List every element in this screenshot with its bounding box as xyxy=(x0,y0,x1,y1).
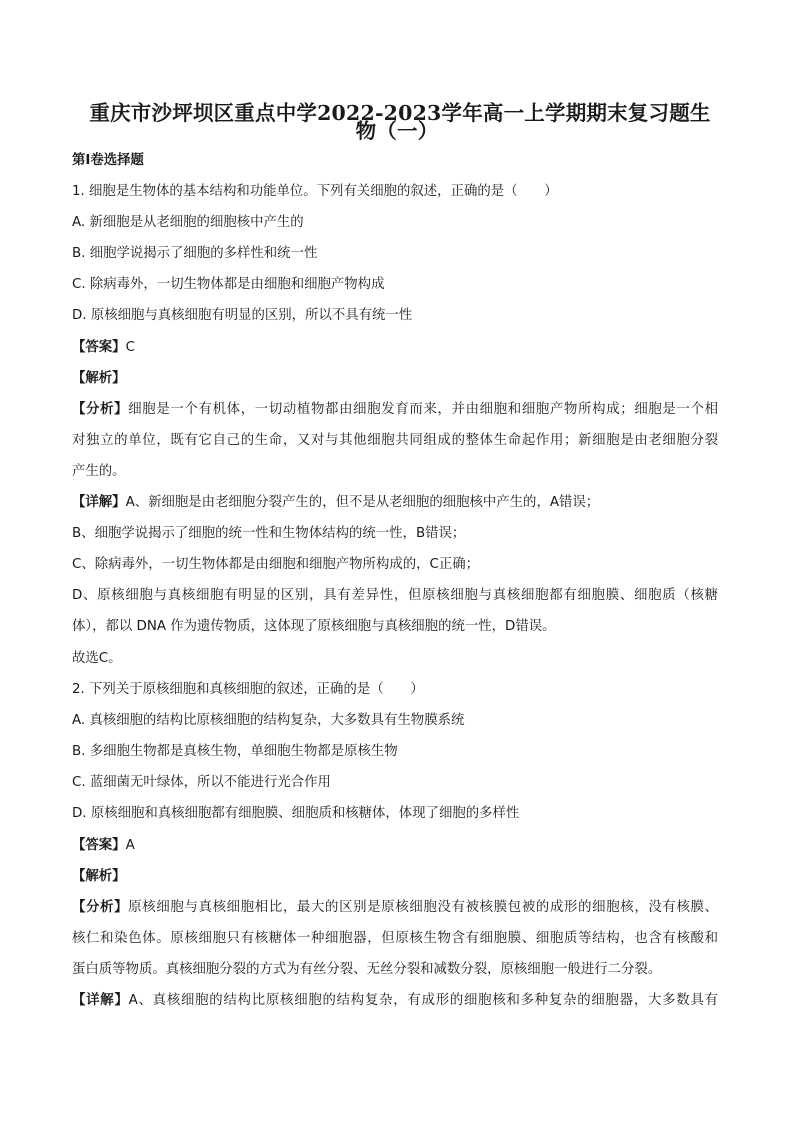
q2-option-c: C. 蓝细菌无叶绿体，所以不能进行光合作用 xyxy=(72,775,331,790)
q1-option-b: B. 细胞学说揭示了细胞的多样性和统一性 xyxy=(72,246,318,261)
answer-tag: 【答案】 xyxy=(72,838,126,853)
q1-xiangjie-b: B、细胞学说揭示了细胞的统一性和生物体结构的统一性，B错误； xyxy=(72,526,466,541)
q2-analysis-label: 【解析】 xyxy=(72,869,126,884)
q2-xiangjie-a xyxy=(72,992,718,1010)
xiangjie-tag: 【详解】 xyxy=(72,993,129,1008)
section-heading: 第Ⅰ卷选择题 xyxy=(72,153,144,168)
q1-option-a: A. 新细胞是从老细胞的细胞核中产生的 xyxy=(72,215,304,230)
q2-xiangjie-a-text: A、真核细胞的结构比原核细胞的结构复杂，有成形的细胞核和多种复杂的细胞器，大多数具有 xyxy=(128,993,718,1008)
q1-xiangjie-c: C、除病毒外，一切生物体都是由细胞和细胞产物所构成的，C正确； xyxy=(72,557,480,572)
q1-xiangjie-a-text: A、新细胞是由老细胞分裂产生的，但不是从老细胞的细胞核中产生的，A错误； xyxy=(125,495,600,510)
q2-fenxi-text-1: 原核细胞与真核细胞相比，最大的区别是原核细胞没有被核膜包被的成形的细胞核，没有核膜、 xyxy=(128,900,718,915)
xiangjie-tag: 【详解】 xyxy=(72,495,126,510)
answer-tag: 【答案】 xyxy=(72,340,126,355)
q1-stem: 1. 细胞是生物体的基本结构和功能单位。下列有关细胞的叙述，正确的是（ ） xyxy=(72,184,558,199)
q1-option-c: C. 除病毒外，一切生物体都是由细胞和细胞产物构成 xyxy=(72,277,385,292)
q2-answer-value: A xyxy=(125,838,135,853)
q2-fenxi-line-1 xyxy=(72,899,718,917)
q2-option-b: B. 多细胞生物都是真核生物，单细胞生物都是原核生物 xyxy=(72,744,398,759)
q1-analysis-label: 【解析】 xyxy=(72,371,126,386)
q1-fenxi-line-1 xyxy=(72,401,718,419)
q1-option-d: D. 原核细胞与真核细胞有明显的区别，所以不具有统一性 xyxy=(72,308,413,323)
document-title-line-1: 重庆市沙坪坝区重点中学2022-2023学年高一上学期期末复习题生 xyxy=(89,101,711,125)
q2-option-d: D. 原核细胞和真核细胞都有细胞膜、细胞质和核糖体，体现了细胞的多样性 xyxy=(72,806,520,821)
q1-fenxi-line-2: 对独立的单位，既有它自己的生命，又对与其他细胞共同组成的整体生命起作用；新细胞是由老细胞分裂 xyxy=(72,433,718,448)
q2-answer xyxy=(72,837,135,855)
q1-xiangjie-d-1: D、原核细胞与真核细胞有明显的区别，具有差异性，但原核细胞与真核细胞都有细胞膜、细胞质（核糖 xyxy=(72,588,718,603)
q1-xiangjie-d-2: 体），都以 DNA 作为遗传物质，这体现了原核细胞与真核细胞的统一性，D错误。 xyxy=(72,619,556,634)
q1-xiangjie-a xyxy=(72,494,599,512)
fenxi-tag: 【分析】 xyxy=(72,900,129,915)
q1-fenxi-line-3: 产生的。 xyxy=(72,464,126,479)
fenxi-tag: 【分析】 xyxy=(72,402,129,417)
document-title-line-2: 物（一） xyxy=(355,119,439,143)
q1-fenxi-text-1: 细胞是一个有机体，一切动植物都由细胞发育而来，并由细胞和细胞产物所构成；细胞是一个相 xyxy=(128,402,718,417)
q2-fenxi-line-2: 核仁和染色体。原核细胞只有核糖体一种细胞器，但原核生物含有细胞膜、细胞质等结构，也含有核酸和 xyxy=(72,931,718,946)
q2-fenxi-line-3: 蛋白质等物质。真核细胞分裂的方式为有丝分裂、无丝分裂和减数分裂，原核细胞一般进行二分裂。 xyxy=(72,962,662,977)
q2-stem: 2. 下列关于原核细胞和真核细胞的叙述，正确的是（ ） xyxy=(72,682,424,697)
q1-answer xyxy=(72,339,135,357)
q1-answer-value: C xyxy=(125,340,135,355)
q2-option-a: A. 真核细胞的结构比原核细胞的结构复杂，大多数具有生物膜系统 xyxy=(72,713,465,728)
q1-conclusion: 故选C。 xyxy=(72,651,122,666)
